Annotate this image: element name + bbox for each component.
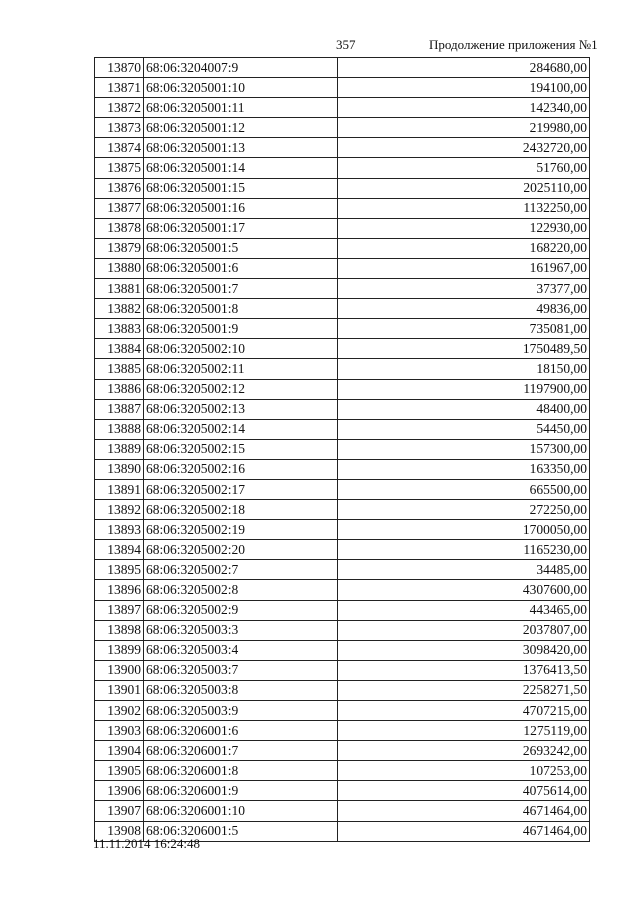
row-number: 13905	[95, 761, 144, 781]
table-row	[95, 600, 590, 620]
page-number: 357	[336, 37, 356, 52]
cadastral-number: 68:06:3205001:15	[144, 178, 338, 198]
table-row	[95, 520, 590, 540]
cadastral-value: 51760,00	[338, 158, 590, 178]
row-number: 13880	[95, 258, 144, 278]
cadastral-value: 107253,00	[338, 761, 590, 781]
row-number: 13886	[95, 379, 144, 399]
cadastral-number: 68:06:3205002:8	[144, 580, 338, 600]
cadastral-number: 68:06:3206001:9	[144, 781, 338, 801]
table-row	[95, 459, 590, 479]
cadastral-value: 1376413,50	[338, 660, 590, 680]
row-number: 13872	[95, 98, 144, 118]
row-number: 13888	[95, 419, 144, 439]
row-number: 13876	[95, 178, 144, 198]
cadastral-number: 68:06:3205001:14	[144, 158, 338, 178]
cadastral-value: 1750489,50	[338, 339, 590, 359]
table-row	[95, 379, 590, 399]
row-number: 13902	[95, 701, 144, 721]
row-number: 13871	[95, 78, 144, 98]
row-number: 13908	[95, 821, 144, 841]
row-number: 13878	[95, 218, 144, 238]
cadastral-number: 68:06:3206001:7	[144, 741, 338, 761]
cadastral-value: 4075614,00	[338, 781, 590, 801]
table-row	[95, 359, 590, 379]
table-row	[95, 761, 590, 781]
cadastral-number: 68:06:3205002:11	[144, 359, 338, 379]
cadastral-value: 2432720,00	[338, 138, 590, 158]
table-row	[95, 620, 590, 640]
cadastral-value: 1165230,00	[338, 540, 590, 560]
table-row	[95, 721, 590, 741]
row-number: 13881	[95, 279, 144, 299]
row-number: 13894	[95, 540, 144, 560]
row-number: 13870	[95, 58, 144, 78]
cadastral-number: 68:06:3205003:7	[144, 660, 338, 680]
table-row	[95, 660, 590, 680]
cadastral-number: 68:06:3205002:16	[144, 459, 338, 479]
cadastral-value: 3098420,00	[338, 640, 590, 660]
table-row	[95, 560, 590, 580]
row-number: 13896	[95, 580, 144, 600]
cadastral-value: 163350,00	[338, 459, 590, 479]
table-row	[95, 279, 590, 299]
table-row	[95, 138, 590, 158]
cadastral-number: 68:06:3205002:18	[144, 500, 338, 520]
cadastral-value: 49836,00	[338, 299, 590, 319]
row-number: 13898	[95, 620, 144, 640]
row-number: 13874	[95, 138, 144, 158]
cadastral-number: 68:06:3205001:6	[144, 258, 338, 278]
table-row	[95, 399, 590, 419]
cadastral-value: 122930,00	[338, 218, 590, 238]
row-number: 13893	[95, 520, 144, 540]
cadastral-number: 68:06:3205002:12	[144, 379, 338, 399]
cadastral-number: 68:06:3205002:20	[144, 540, 338, 560]
cadastral-number: 68:06:3205001:9	[144, 319, 338, 339]
table-row	[95, 741, 590, 761]
table-row	[95, 218, 590, 238]
cadastral-value: 54450,00	[338, 419, 590, 439]
cadastral-value: 48400,00	[338, 399, 590, 419]
row-number: 13889	[95, 439, 144, 459]
table-row	[95, 479, 590, 499]
cadastral-value: 443465,00	[338, 600, 590, 620]
row-number: 13887	[95, 399, 144, 419]
row-number: 13901	[95, 680, 144, 700]
row-number: 13895	[95, 560, 144, 580]
table-row	[95, 319, 590, 339]
cadastral-value: 18150,00	[338, 359, 590, 379]
cadastral-number: 68:06:3206001:5	[144, 821, 338, 841]
cadastral-value-table	[94, 57, 590, 842]
row-number: 13877	[95, 198, 144, 218]
table-row	[95, 500, 590, 520]
cadastral-value: 219980,00	[338, 118, 590, 138]
page-caption: Продолжение приложения №1	[429, 37, 598, 52]
table-row	[95, 339, 590, 359]
cadastral-value: 1700050,00	[338, 520, 590, 540]
cadastral-number: 68:06:3206001:6	[144, 721, 338, 741]
cadastral-value: 735081,00	[338, 319, 590, 339]
table-row	[95, 78, 590, 98]
cadastral-number: 68:06:3204007:9	[144, 58, 338, 78]
cadastral-value: 1197900,00	[338, 379, 590, 399]
table-row	[95, 258, 590, 278]
table-row	[95, 419, 590, 439]
table-row	[95, 580, 590, 600]
table-row	[95, 118, 590, 138]
row-number: 13899	[95, 640, 144, 660]
row-number: 13900	[95, 660, 144, 680]
cadastral-value: 194100,00	[338, 78, 590, 98]
table-row	[95, 801, 590, 821]
cadastral-number: 68:06:3205002:7	[144, 560, 338, 580]
row-number: 13883	[95, 319, 144, 339]
table-row	[95, 178, 590, 198]
table-row	[95, 781, 590, 801]
row-number: 13890	[95, 459, 144, 479]
cadastral-value: 142340,00	[338, 98, 590, 118]
cadastral-number: 68:06:3205003:4	[144, 640, 338, 660]
row-number: 13879	[95, 238, 144, 258]
table-body	[95, 58, 590, 842]
cadastral-number: 68:06:3205002:17	[144, 479, 338, 499]
cadastral-number: 68:06:3205003:8	[144, 680, 338, 700]
cadastral-value: 4671464,00	[338, 821, 590, 841]
row-number: 13907	[95, 801, 144, 821]
cadastral-value: 4307600,00	[338, 580, 590, 600]
cadastral-number: 68:06:3205001:5	[144, 238, 338, 258]
table-row	[95, 640, 590, 660]
cadastral-value: 1275119,00	[338, 721, 590, 741]
table-row	[95, 98, 590, 118]
cadastral-value: 284680,00	[338, 58, 590, 78]
cadastral-number: 68:06:3206001:8	[144, 761, 338, 781]
table-row	[95, 238, 590, 258]
row-number: 13904	[95, 741, 144, 761]
cadastral-value: 2693242,00	[338, 741, 590, 761]
row-number: 13892	[95, 500, 144, 520]
table-row	[95, 158, 590, 178]
cadastral-value: 161967,00	[338, 258, 590, 278]
cadastral-value: 4707215,00	[338, 701, 590, 721]
cadastral-number: 68:06:3205001:16	[144, 198, 338, 218]
table-row	[95, 198, 590, 218]
cadastral-value: 4671464,00	[338, 801, 590, 821]
table-row	[95, 58, 590, 78]
cadastral-number: 68:06:3205001:11	[144, 98, 338, 118]
cadastral-value: 2025110,00	[338, 178, 590, 198]
cadastral-number: 68:06:3205002:15	[144, 439, 338, 459]
row-number: 13885	[95, 359, 144, 379]
cadastral-number: 68:06:3206001:10	[144, 801, 338, 821]
cadastral-value: 34485,00	[338, 560, 590, 580]
cadastral-number: 68:06:3205001:17	[144, 218, 338, 238]
row-number: 13875	[95, 158, 144, 178]
row-number: 13897	[95, 600, 144, 620]
cadastral-number: 68:06:3205002:13	[144, 399, 338, 419]
print-timestamp: 11.11.2014 16:24:48	[93, 836, 201, 851]
cadastral-value: 168220,00	[338, 238, 590, 258]
cadastral-value: 665500,00	[338, 479, 590, 499]
cadastral-number: 68:06:3205002:9	[144, 600, 338, 620]
row-number: 13906	[95, 781, 144, 801]
cadastral-value: 2258271,50	[338, 680, 590, 700]
cadastral-number: 68:06:3205002:10	[144, 339, 338, 359]
cadastral-number: 68:06:3205001:8	[144, 299, 338, 319]
cadastral-number: 68:06:3205001:13	[144, 138, 338, 158]
cadastral-number: 68:06:3205002:14	[144, 419, 338, 439]
cadastral-value: 157300,00	[338, 439, 590, 459]
row-number: 13891	[95, 479, 144, 499]
row-number: 13882	[95, 299, 144, 319]
row-number: 13903	[95, 721, 144, 741]
cadastral-value: 272250,00	[338, 500, 590, 520]
cadastral-number: 68:06:3205003:3	[144, 620, 338, 640]
table-row	[95, 701, 590, 721]
table-row	[95, 680, 590, 700]
table-row	[95, 439, 590, 459]
cadastral-number: 68:06:3205002:19	[144, 520, 338, 540]
cadastral-value: 2037807,00	[338, 620, 590, 640]
cadastral-number: 68:06:3205001:10	[144, 78, 338, 98]
table-row	[95, 299, 590, 319]
cadastral-value: 37377,00	[338, 279, 590, 299]
cadastral-number: 68:06:3205001:7	[144, 279, 338, 299]
cadastral-value: 1132250,00	[338, 198, 590, 218]
table-row	[95, 540, 590, 560]
row-number: 13884	[95, 339, 144, 359]
cadastral-number: 68:06:3205001:12	[144, 118, 338, 138]
cadastral-number: 68:06:3205003:9	[144, 701, 338, 721]
row-number: 13873	[95, 118, 144, 138]
